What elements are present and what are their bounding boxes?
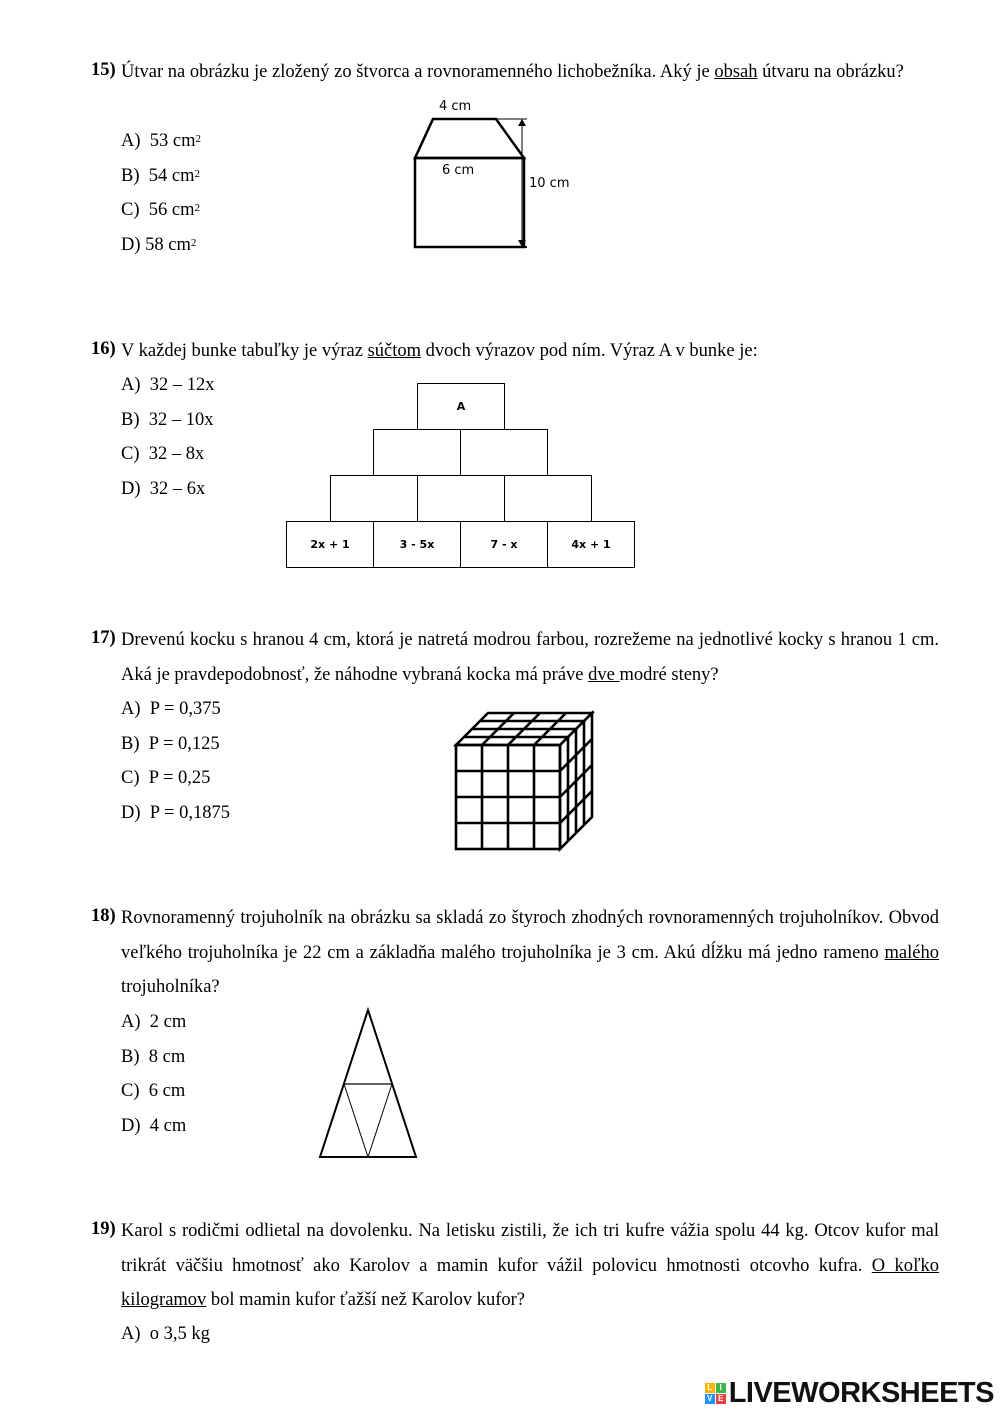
pyramid-cell-row3-2[interactable] bbox=[417, 475, 505, 522]
question-17-underlined: dve bbox=[588, 664, 620, 685]
question-16-text-post: dvoch výrazov pod ním. Výraz A v bunke je: bbox=[421, 341, 758, 361]
option-17-d[interactable]: D) P = 0,1875 bbox=[121, 802, 230, 823]
pyramid-cell-bottom-2: 3 - 5x bbox=[373, 521, 461, 568]
question-16-text bbox=[121, 334, 939, 369]
option-15-b[interactable]: B) 54 $cm^2$ bbox=[121, 165, 200, 186]
cube-figure bbox=[448, 705, 603, 855]
question-16-text-pre: V každej bunke tabuľky je výraz bbox=[121, 341, 368, 361]
question-15-number: 15) bbox=[91, 60, 116, 80]
question-19-text-post: bol mamin kufor ťažší než Karolov kufor? bbox=[206, 1290, 526, 1310]
option-18-d[interactable]: D) 4 cm bbox=[121, 1115, 187, 1136]
question-18-number: 18) bbox=[91, 906, 116, 926]
question-16-underlined: súčtom bbox=[367, 341, 422, 361]
question-16-options bbox=[121, 368, 215, 506]
pyramid-cell-a: A bbox=[417, 383, 505, 430]
option-16-a[interactable]: A) 32 – 12x bbox=[121, 375, 215, 395]
question-15-underlined: obsah bbox=[714, 62, 758, 82]
logo-badge-icon: L I V E bbox=[705, 1383, 726, 1404]
option-15-c[interactable]: C) 56 $cm^2$ bbox=[121, 200, 200, 221]
question-18-underlined: malého bbox=[884, 942, 939, 963]
option-16-b[interactable]: B) 32 – 10x bbox=[121, 409, 214, 430]
question-18-text-post: trojuholníka? bbox=[121, 977, 220, 997]
square-trapezoid-figure bbox=[405, 95, 595, 255]
pyramid-cell-bottom-1: 2x + 1 bbox=[286, 521, 374, 568]
option-15-a[interactable]: A) 53 $cm^2$ bbox=[121, 131, 202, 151]
pyramid-cell-row3-1[interactable] bbox=[330, 475, 418, 522]
question-19-text-pre: Karol s rodičmi odlietal na dovolenku. Na letisku zistili, že ich tri kufre vážia spolu 44 kg. Otcov kufor mal trikrát väčšiu hmotnosť ako Karolov a mamin kufor vážil polovicu hmotnosti otcovho kufra. bbox=[121, 1221, 939, 1276]
question-19-options bbox=[121, 1317, 210, 1352]
option-16-c[interactable]: C) 32 – 8x bbox=[121, 444, 205, 465]
logo-text: LIVEWORKSHEETS bbox=[728, 1376, 994, 1409]
question-17-number: 17) bbox=[91, 628, 116, 648]
figure-15-inner-label: 6 cm bbox=[442, 163, 475, 178]
liveworksheets-logo bbox=[705, 1377, 994, 1409]
question-16-number: 16) bbox=[91, 339, 116, 359]
question-19-text bbox=[121, 1214, 939, 1318]
question-15-text bbox=[121, 55, 939, 90]
option-17-a[interactable]: A) P = 0,375 bbox=[121, 699, 221, 719]
option-15-d[interactable]: D) 58 $cm^2$ bbox=[121, 234, 197, 255]
option-18-c[interactable]: C) 6 cm bbox=[121, 1081, 186, 1102]
pyramid-cell-row2-2[interactable] bbox=[460, 429, 548, 476]
question-18-text bbox=[121, 901, 939, 1005]
question-17-options bbox=[121, 692, 230, 830]
question-19-underlined: O koľko kilogramov bbox=[121, 1255, 939, 1310]
option-17-b[interactable]: B) P = 0,125 bbox=[121, 733, 220, 754]
option-18-a[interactable]: A) 2 cm bbox=[121, 1012, 187, 1032]
question-17-text bbox=[121, 623, 939, 692]
question-15-options bbox=[121, 124, 201, 262]
question-18-options bbox=[121, 1005, 186, 1143]
question-17-text-pre: Drevenú kocku s hranou 4 cm, ktorá je natretá modrou farbou, rozrežeme na jednotlivé kocky s hranou 1 cm. Aká je pravdepodobnosť, že náhodne vybraná kocka má práve bbox=[121, 630, 939, 685]
option-19-a[interactable]: A) o 3,5 kg bbox=[121, 1324, 210, 1344]
question-19-number: 19) bbox=[91, 1219, 116, 1239]
option-18-b[interactable]: B) 8 cm bbox=[121, 1046, 186, 1067]
triangle-figure bbox=[315, 1005, 425, 1163]
question-17-text-post: modré steny? bbox=[619, 664, 719, 685]
question-15-text-pre: Útvar na obrázku je zložený zo štvorca a rovnoramenného lichobežníka. Aký je bbox=[121, 62, 715, 82]
pyramid-cell-row3-3[interactable] bbox=[504, 475, 592, 522]
figure-15-top-label: 4 cm bbox=[439, 99, 472, 114]
pyramid-cell-bottom-3: 7 - x bbox=[460, 521, 548, 568]
figure-15-height-label: 10 cm bbox=[529, 176, 570, 191]
option-17-c[interactable]: C) P = 0,25 bbox=[121, 768, 211, 789]
question-15-text-post: útvaru na obrázku? bbox=[757, 62, 904, 82]
pyramid-cell-row2-1[interactable] bbox=[373, 429, 461, 476]
question-18-text-pre: Rovnoramenný trojuholník na obrázku sa skladá zo štyroch zhodných rovnoramenných trojuholníkov. Obvod veľkého trojuholníka je 22 cm a základňa malého trojuholníka je 3 cm. Akú dĺžku má jedno rameno bbox=[121, 908, 939, 963]
pyramid-cell-bottom-4: 4x + 1 bbox=[547, 521, 635, 568]
option-16-d[interactable]: D) 32 – 6x bbox=[121, 478, 206, 499]
